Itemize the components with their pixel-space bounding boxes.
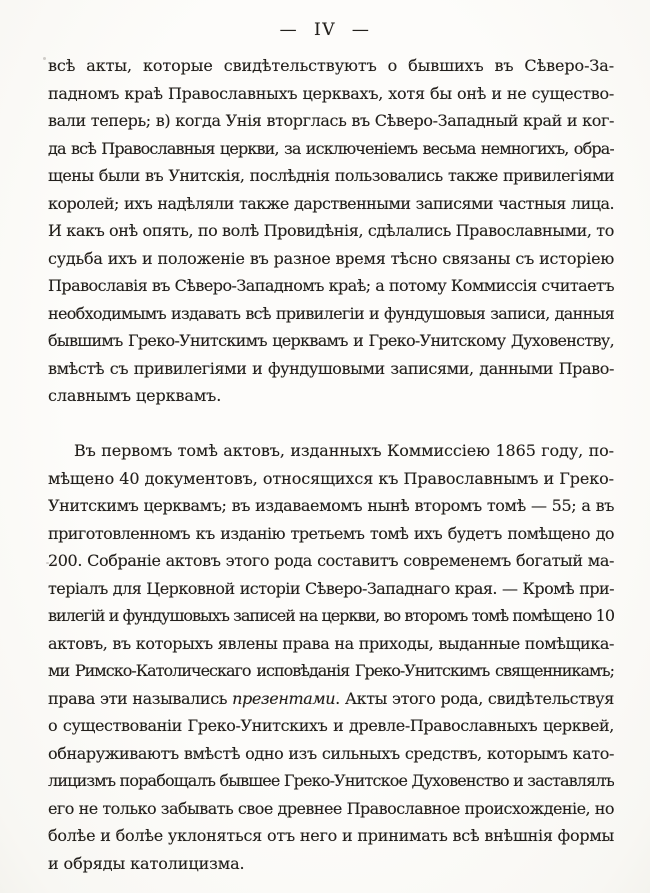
text-line: о существованіи Греко-Унитскихъ и древле-Православныхъ церквей, [48,716,614,735]
text-line: приготовленномъ къ изданію третьемъ томѣ ихъ будетъ помѣщено до [48,523,614,543]
text-block [48,52,614,877]
text-line: Православія въ Сѣверо-Западномъ краѣ; а потому Коммиссія считаетъ [48,276,614,295]
paragraph [48,437,614,877]
text-line: вилегій и фундушовыхъ записей на церкви, во второмъ томѣ помѣщено 10 [48,606,614,625]
text-line: теріалъ для Церковной исторіи Сѣверо-Западнаго края. — Кромѣ при- [48,578,614,598]
text-line: необходимымъ издавать всѣ привилегіи и фундушовыя записи, данныя [48,303,614,323]
text-line: всѣ акты, которые свидѣтельствуютъ о бывшихъ въ Сѣверо-За- [48,56,614,75]
text-line: ми Римско-Католическаго исповѣданія Греко-Унитскимъ священникамъ; [48,661,614,680]
paragraph-gap [48,410,614,438]
text-line: актовъ, въ которыхъ явлены права на приходы, выданные помѣщика- [48,633,614,653]
text-line: да всѣ Православныя церкви, за исключеніемъ весьма немногихъ, обра- [48,138,614,158]
text-line: 200. Собраніе актовъ этого рода составитъ современемъ богатый ма- [48,551,614,570]
text-line: бывшимъ Греко-Унитскимъ церквамъ и Греко-Унитскому Духовенству, [48,331,614,350]
page-number-header: — IV — [279,20,371,40]
text-line: лицизмъ порабощалъ бывшее Греко-Унитское Духовенство и заставлялъ [48,771,614,790]
text-line: права эти назывались презентами. Акты этого рода, свидѣтельствуя [48,688,614,708]
text-line: болѣе и болѣе уклоняться отъ него и принимать всѣ внѣшнія формы [48,826,614,845]
text-line: вали теперь; в) когда Унія вторглась въ Сѣверо-Западный край и ког- [48,111,614,130]
scan-speck [598,207,600,209]
scan-speck [43,57,46,60]
text-line: и обряды католицизма. [48,853,245,873]
text-line: славнымъ церквамъ. [48,386,222,405]
text-line: судьба ихъ и положеніе въ разное время тѣсно связаны съ исторіею [48,248,614,268]
text-line: Унитскимъ церквамъ; въ издаваемомъ нынѣ второмъ томѣ — 55; а въ [48,496,614,515]
text-line: Въ первомъ томѣ актовъ, изданныхъ Коммиссіею 1865 году, по- [74,441,614,460]
text-line: мѣщено 40 документовъ, относящихся къ Православнымъ и Греко- [48,468,614,488]
text-line: королей; ихъ надѣляли также дарственными записями частныя лица. [48,193,614,213]
scan-speck [46,562,49,564]
paragraph [48,52,614,410]
text-line: обнаруживаютъ вмѣстѣ одно изъ сильныхъ средствъ, которымъ като- [48,743,614,763]
text-line: И какъ онѣ опять, по волѣ Провидѣнія, сдѣлались Православными, то [48,221,614,240]
text-line: его не только забывать свое древнее Православное происхожденіе, но [48,798,614,818]
text-line: падномъ краѣ Православныхъ церквахъ, хотя бы онѣ и не существо- [48,83,614,103]
text-line: щены были въ Унитскія, послѣднія пользовались также привилегіями [48,166,614,185]
text-line: вмѣстѣ съ привилегіями и фундушовыми записями, данными Право- [48,358,614,378]
